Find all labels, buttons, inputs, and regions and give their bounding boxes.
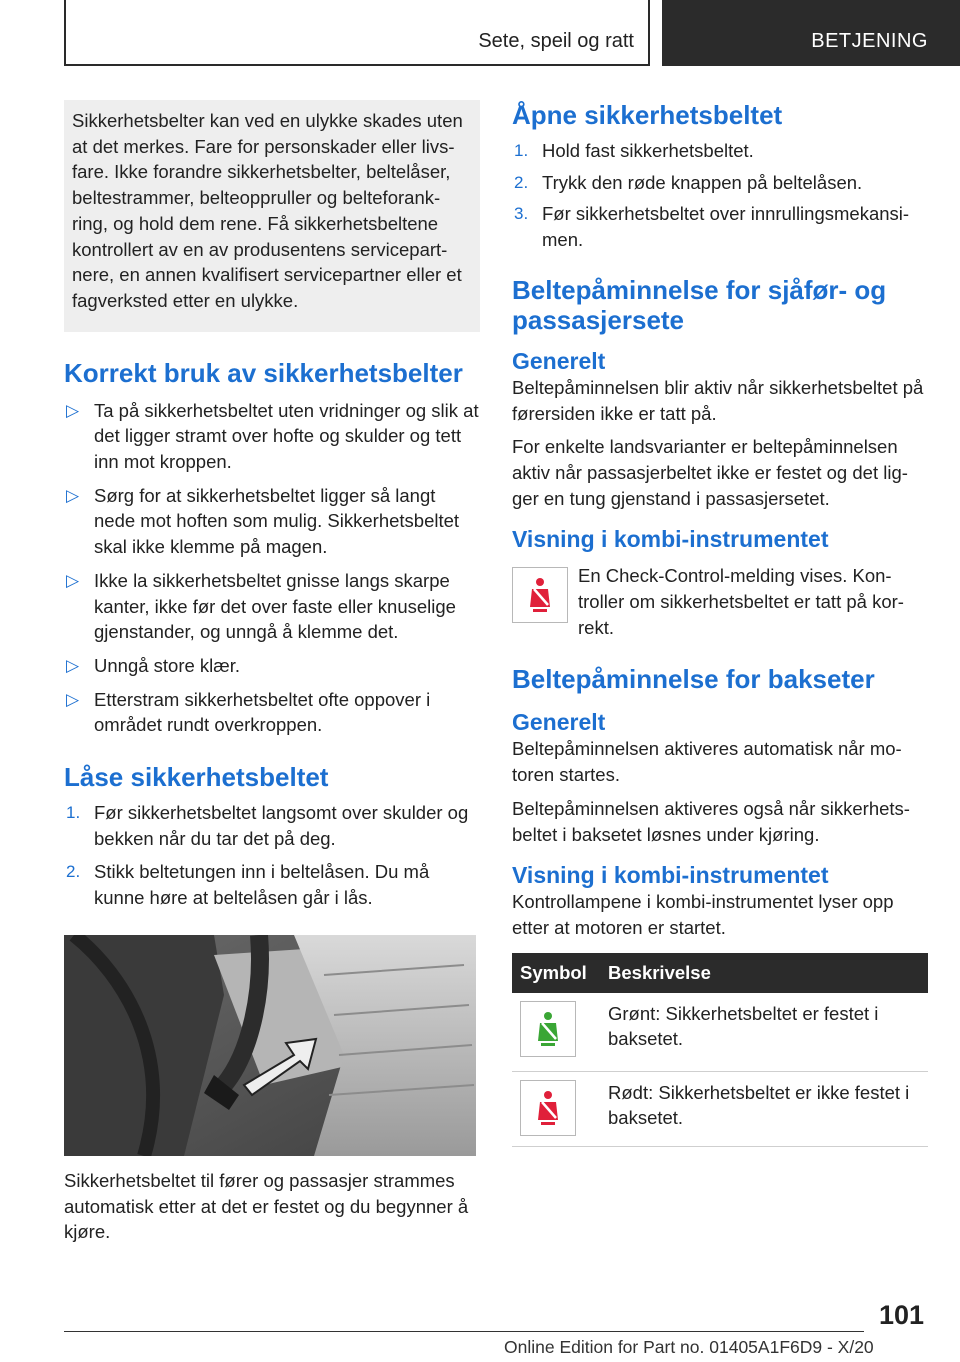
reminder-front-p2: For enkelte landsvarianter er beltepåminnelsen aktiv når passasjerbeltet ikke er festet og det lig-ger en tung gjenstand i passasjersetet. [512, 436, 908, 509]
bullet-triangle-icon: ▷ [66, 485, 80, 505]
heading-correct-use: Korrekt bruk av sikkerhetsbelter [64, 357, 463, 388]
right-column [512, 100, 928, 1147]
seat-illustration [64, 935, 476, 1156]
heading-display: Visning i kombi-instrumentet [512, 862, 829, 889]
header-section-tab [64, 0, 650, 66]
header-chapter-tab [662, 0, 960, 66]
reminder-rear-p1: Beltepåminnelsen aktiveres automatisk når mo-toren startes. [512, 738, 902, 786]
row-description: Rødt: Sikkerhetsbeltet er ikke festet i baksetet. [600, 1071, 928, 1146]
reminder-front-p1: Beltepåminnelsen blir aktiv når sikkerhetsbeltet på førersiden ikke er tatt på. [512, 376, 924, 424]
tension-text: Sikkerhetsbeltet til fører og passasjer strammes automatisk etter at det er festet og du begynner å kjøre. [64, 1169, 469, 1243]
display-front-row [512, 563, 928, 640]
list-item: 3. Før sikkerhetsbeltet over innrullingsmekansi-men. [514, 203, 910, 251]
col-header-description: Beskrivelse [600, 953, 928, 993]
bullet-triangle-icon: ▷ [66, 400, 80, 420]
symbol-table [512, 953, 928, 1147]
header-section-title: Sete, speil og ratt [478, 30, 634, 52]
bullet-triangle-icon: ▷ [66, 655, 80, 675]
list-item: 1. Før sikkerhetsbeltet langsomt over skulder og bekken når du tar det på deg. [66, 802, 469, 849]
list-item: ▷ Sørg for at sikkerhetsbeltet ligger så langt nede mot hoften som mulig. Sikkerhetsbeltet skal ikke klemme på magen. [66, 484, 460, 558]
row-description: Grønt: Sikkerhetsbeltet er festet i baksetet. [600, 993, 928, 1072]
list-item: 2. Stikk beltetungen inn i beltelåsen. Du må kunne høre at beltelåsen går i lås. [66, 861, 430, 909]
seatbelt-red-icon [520, 1080, 576, 1136]
display-rear-text: Kontrollampene i kombi-instrumentet lyser opp etter at motoren er startet. [512, 891, 894, 938]
list-item: ▷ Unngå store klær. [64, 653, 480, 679]
seatbelt-warning-icon [512, 567, 568, 623]
bullet-triangle-icon: ▷ [66, 570, 80, 590]
left-column [64, 100, 480, 1245]
correct-use-list [64, 398, 480, 738]
col-header-symbol: Symbol [512, 953, 600, 993]
list-item: ▷ Ta på sikkerhetsbeltet uten vridninger og slik at det ligger stramt over hofte og skulder og tett inn mot kroppen. [66, 399, 479, 473]
heading-open-belt: Åpne sikkerhetsbeltet [512, 100, 783, 130]
list-item: ▷ Etterstram sikkerhetsbeltet ofte oppover i området rundt overkroppen. [66, 688, 431, 736]
heading-lock-belt: Låse sikkerhetsbeltet [64, 762, 329, 793]
list-item: ▷ Ikke la sikkerhetsbeltet gnisse langs skarpe kanter, ikke før det over faste eller knuselige gjenstander, og unngå å klemme det. [66, 569, 456, 643]
table-row [512, 993, 928, 1072]
page-number: 101 [878, 1300, 924, 1330]
footer-divider [64, 1331, 864, 1332]
reminder-rear-p2: Beltepåminnelsen aktiveres også når sikkerhets-beltet i baksetet løsnes under kjøring. [512, 797, 910, 845]
heading-display: Visning i kombi-instrumentet [512, 526, 829, 553]
seatbelt-photo [64, 935, 476, 1156]
heading-general: Generelt [512, 709, 606, 736]
bullet-triangle-icon: ▷ [66, 689, 80, 709]
heading-reminder-front: Beltepåminnelse for sjåfør- og passasjersete [512, 274, 887, 335]
list-item: 2. Trykk den røde knappen på beltelåsen. [514, 171, 863, 193]
table-row [512, 1071, 928, 1146]
heading-reminder-rear: Beltepåminnelse for bakseter [512, 664, 875, 695]
display-front-text: En Check-Control-melding vises. Kon-troller om sikkerhetsbeltet er tatt på kor-rekt. [578, 565, 904, 638]
header-chapter-title: BETJENING [811, 30, 928, 52]
heading-general: Generelt [512, 347, 606, 374]
warning-text: Sikkerhetsbelter kan ved en ulykke skades uten at det merkes. Fare for personskader eller livs-fare. Ikke forandre sikkerhetsbelter, beltelåser, beltestrammer, belteoppruller og belteforank-ring, og hold dem rene. Få sikkerhetsbeltene kontrollert av en av produsentens servicepart-nere, en annen kvalifisert servicepartner eller et fagverksted etter en ulykke. [72, 110, 463, 311]
seatbelt-green-icon [520, 1001, 576, 1057]
table-header-row [512, 953, 928, 993]
open-steps [512, 138, 928, 253]
lock-steps [64, 800, 480, 911]
footer-edition: Online Edition for Part no. 01405A1F6D9 - X/20 [504, 1337, 874, 1357]
warning-box [64, 100, 480, 332]
list-item: 1. Hold fast sikkerhetsbeltet. [514, 140, 754, 161]
